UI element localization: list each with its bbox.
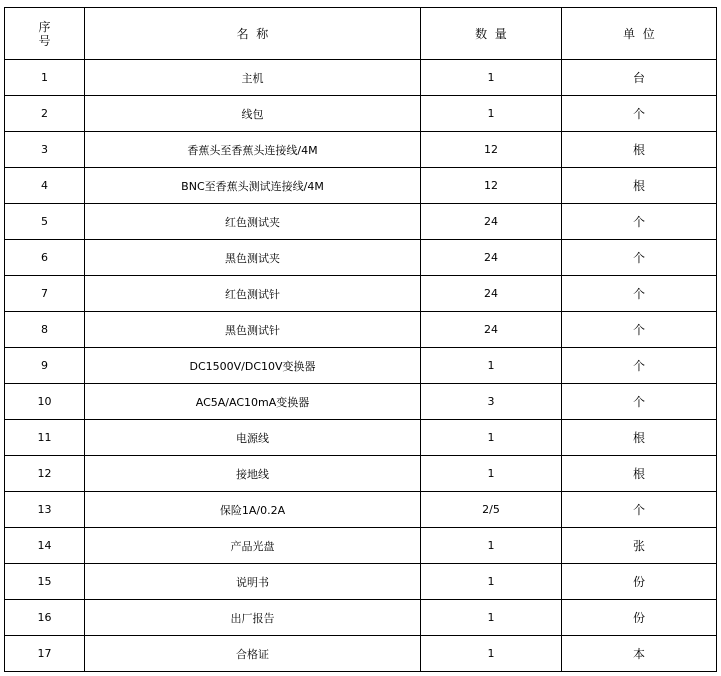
row-quantity-cell: 1 [421,564,562,600]
row-unit-cell: 个 [562,492,717,528]
row-quantity-cell: 24 [421,312,562,348]
header-name: 名 称 [85,8,421,60]
row-index-cell: 1 [5,60,85,96]
header-quantity: 数 量 [421,8,562,60]
row-unit-cell: 台 [562,60,717,96]
table-row [5,636,717,672]
row-unit-cell: 个 [562,348,717,384]
row-name-cell: 电源线 [85,420,421,456]
row-unit-cell: 个 [562,384,717,420]
table-row [5,60,717,96]
row-index-cell: 11 [5,420,85,456]
packing-list-table-container [4,7,717,672]
table-row [5,240,717,276]
header-index-line2: 号 [38,33,51,48]
table-row [5,276,717,312]
row-unit-cell: 张 [562,528,717,564]
table-row [5,312,717,348]
row-unit-cell: 个 [562,96,717,132]
row-index-cell: 16 [5,600,85,636]
row-index-cell: 13 [5,492,85,528]
table-row [5,420,717,456]
row-quantity-cell: 24 [421,204,562,240]
row-unit-cell: 根 [562,168,717,204]
row-name-cell: AC5A/AC10mA变换器 [85,384,421,420]
table-row [5,456,717,492]
row-quantity-cell: 1 [421,348,562,384]
row-quantity-cell: 1 [421,60,562,96]
row-index-cell: 5 [5,204,85,240]
row-name-cell: 保险1A/0.2A [85,492,421,528]
row-index-cell: 15 [5,564,85,600]
row-quantity-cell: 24 [421,240,562,276]
row-name-cell: 红色测试夹 [85,204,421,240]
row-quantity-cell: 2/5 [421,492,562,528]
row-unit-cell: 份 [562,600,717,636]
row-index-cell: 12 [5,456,85,492]
header-index-line1: 序 [38,19,51,34]
row-unit-cell: 份 [562,564,717,600]
table-row [5,204,717,240]
row-unit-cell: 根 [562,132,717,168]
row-quantity-cell: 1 [421,420,562,456]
row-index-cell: 10 [5,384,85,420]
row-name-cell: 线包 [85,96,421,132]
row-unit-cell: 个 [562,240,717,276]
row-unit-cell: 个 [562,312,717,348]
row-quantity-cell: 1 [421,636,562,672]
row-name-cell: 香蕉头至香蕉头连接线/4M [85,132,421,168]
row-quantity-cell: 1 [421,456,562,492]
row-quantity-cell: 3 [421,384,562,420]
table-row [5,492,717,528]
header-index [5,8,85,60]
row-index-cell: 7 [5,276,85,312]
row-name-cell: 产品光盘 [85,528,421,564]
row-index-cell: 17 [5,636,85,672]
row-name-cell: 说明书 [85,564,421,600]
table-row [5,168,717,204]
table-body [5,60,717,672]
row-unit-cell: 个 [562,276,717,312]
table-row [5,600,717,636]
table-row [5,564,717,600]
row-quantity-cell: 24 [421,276,562,312]
row-index-cell: 2 [5,96,85,132]
packing-list-table [4,7,717,672]
table-row [5,348,717,384]
row-index-cell: 4 [5,168,85,204]
row-index-cell: 6 [5,240,85,276]
table-row [5,96,717,132]
row-unit-cell: 根 [562,420,717,456]
row-unit-cell: 个 [562,204,717,240]
table-row [5,132,717,168]
row-name-cell: 接地线 [85,456,421,492]
row-index-cell: 9 [5,348,85,384]
row-name-cell: 合格证 [85,636,421,672]
table-row [5,384,717,420]
row-unit-cell: 本 [562,636,717,672]
row-name-cell: 主机 [85,60,421,96]
row-quantity-cell: 12 [421,168,562,204]
row-quantity-cell: 1 [421,528,562,564]
row-unit-cell: 根 [562,456,717,492]
table-header-row [5,8,717,60]
row-index-cell: 14 [5,528,85,564]
table-row [5,528,717,564]
row-name-cell: BNC至香蕉头测试连接线/4M [85,168,421,204]
row-index-cell: 3 [5,132,85,168]
row-index-cell: 8 [5,312,85,348]
row-quantity-cell: 12 [421,132,562,168]
row-name-cell: 出厂报告 [85,600,421,636]
header-unit: 单 位 [562,8,717,60]
row-quantity-cell: 1 [421,600,562,636]
row-name-cell: 黑色测试针 [85,312,421,348]
row-quantity-cell: 1 [421,96,562,132]
row-name-cell: 黑色测试夹 [85,240,421,276]
row-name-cell: DC1500V/DC10V变换器 [85,348,421,384]
row-name-cell: 红色测试针 [85,276,421,312]
